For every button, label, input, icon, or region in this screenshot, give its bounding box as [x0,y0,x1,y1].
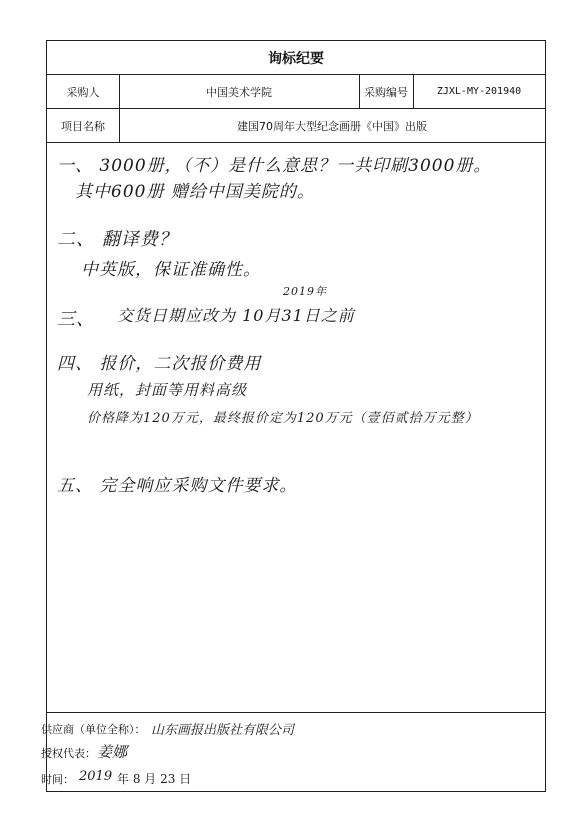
supplier-label: 供应商（单位全称）： [41,723,146,736]
buyer-row [47,75,545,109]
project-row [47,109,545,143]
buyer-value: 中国美术学院 [119,75,360,108]
note-line-8: 价格降为120万元，最终报价定为120万元（壹佰贰拾万元整） [87,411,479,426]
proc-no-value: ZJXL-MY-201940 [436,86,522,97]
form-title-row [47,41,545,75]
form-footer [41,712,545,791]
project-value: 建国70周年大型纪念画册《中国》出版 [237,119,427,133]
note-line-2: 其中600册 赠给中国美院的。 [75,182,315,202]
proc-no-label: 采购编号 [359,75,414,108]
note-line-7: 用纸，封面等用料高级 [87,381,248,399]
note-line-6: 四、 报价，二次报价费用 [57,354,262,374]
representative-row [41,741,545,763]
date-year: 2019 [79,769,113,784]
note-line-1: 一、 3000册，（不）是什么意思？一共印刷3000册。 [57,156,492,176]
note-line-3: 二、 翻译费？ [57,229,178,250]
representative-label: 授权代表： [41,747,96,760]
note-line-9: 五、 完全响应采购文件要求。 [57,476,298,496]
inquiry-minutes-form [41,40,546,792]
representative-signature: 姜娜 [97,743,128,761]
note-line-4: 中英版，保证准确性。 [81,260,261,280]
note-line-5-prefix: 三、 [57,309,95,330]
notes-area [47,143,545,715]
date-month-day: 年 8 月 23 日 [117,772,192,786]
buyer-label: 采购人 [47,75,120,108]
supplier-value: 山东画报出版社有限公司 [151,723,295,738]
date-row [41,767,545,789]
project-label: 项目名称 [47,109,120,142]
supplier-row [41,717,545,739]
note-line-5-year: 2019年 [283,285,327,298]
note-line-5: 交货日期应改为 10月31日之前 [117,306,355,325]
form-title: 询标纪要 [268,50,324,67]
date-label: 时间： [41,773,74,786]
